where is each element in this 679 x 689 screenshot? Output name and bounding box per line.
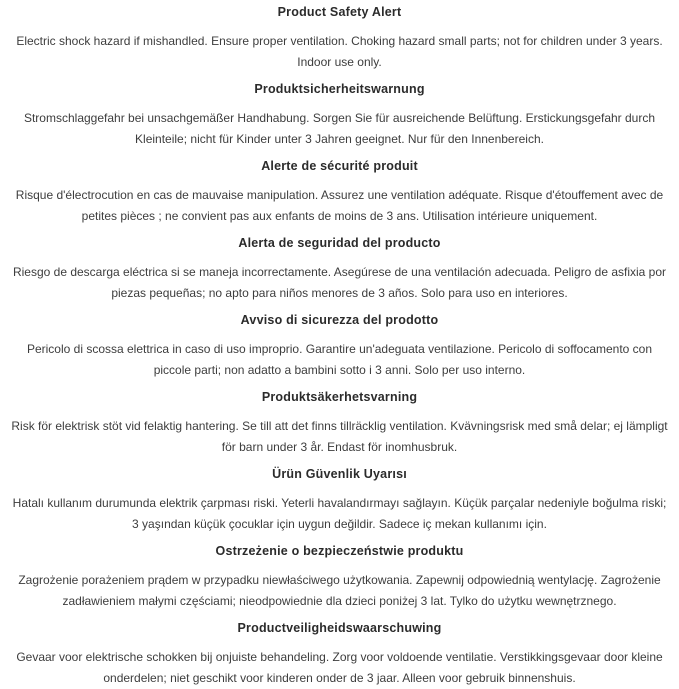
safety-notice-section	[8, 310, 671, 381]
safety-notice-section	[8, 541, 671, 612]
safety-notice-section	[8, 2, 671, 73]
safety-notice-text: Risk för elektrisk stöt vid felaktig hantering. Se till att det finns tillräcklig ventilation. Kvävningsrisk med små delar; ej lämpligt för barn under 3 år. Endast för inomhusbruk.	[11, 419, 668, 454]
safety-notice-heading: Alerta de seguridad del producto	[238, 236, 441, 250]
safety-notice-section	[8, 233, 671, 304]
safety-notice-text: Hatalı kullanım durumunda elektrik çarpması riski. Yeterli havalandırmayı sağlayın. Küçük parçalar nedeniyle boğulma riski; 3 yaşından küçük çocuklar için uygun değildir. Sadece iç mekan kullanımı için.	[12, 496, 667, 531]
safety-notice-text: Risque d'électrocution en cas de mauvaise manipulation. Assurez une ventilation adéquate. Risque d'étouffement avec de petites pièces ; ne convient pas aux enfants de moins de 3 ans. Utilisation intérieure uniquement.	[15, 188, 664, 223]
safety-notice-section	[8, 387, 671, 458]
safety-notice-heading: Avviso di sicurezza del prodotto	[240, 313, 439, 327]
safety-notice-text: Gevaar voor elektrische schokken bij onjuiste behandeling. Zorg voor voldoende ventilatie. Verstikkingsgevaar door kleine onderdelen; niet geschikt voor kinderen onder de 3 jaar. Alleen voor gebruik binnenshuis.	[16, 650, 663, 685]
safety-notice-heading: Alerte de sécurité produit	[261, 159, 418, 173]
safety-notice-text: Riesgo de descarga eléctrica si se maneja incorrectamente. Asegúrese de una ventilación adecuada. Peligro de asfixia por piezas pequeñas; no apto para niños menores de 3 años. Solo para uso en interiores.	[12, 265, 667, 300]
safety-notice-section	[8, 79, 671, 150]
safety-notice-heading: Product Safety Alert	[277, 5, 402, 19]
safety-notice-section	[8, 464, 671, 535]
safety-notice-heading: Produktsicherheitswarnung	[254, 82, 425, 96]
safety-notice-heading: Ostrzeżenie o bezpieczeństwie produktu	[215, 544, 464, 558]
safety-notice-section	[8, 156, 671, 227]
safety-notice-text: Pericolo di scossa elettrica in caso di uso improprio. Garantire un'adeguata ventilazione. Pericolo di soffocamento con piccole parti; non adatto a bambini sotto i 3 anni. Solo per uso interno.	[26, 342, 653, 377]
safety-notice-text: Stromschlaggefahr bei unsachgemäßer Handhabung. Sorgen Sie für ausreichende Belüftung. Erstickungsgefahr durch Kleinteile; nicht für Kinder unter 3 Jahren geeignet. Nur für den Innenbereich.	[23, 111, 656, 146]
safety-notice-text: Electric shock hazard if mishandled. Ensure proper ventilation. Choking hazard small parts; not for children under 3 years. Indoor use only.	[16, 34, 663, 69]
safety-notice-text: Zagrożenie porażeniem prądem w przypadku niewłaściwego użytkowania. Zapewnij odpowiednią wentylację. Zagrożenie zadławieniem małymi częściami; nieodpowiednie dla dzieci poniżej 3 lat. Tylko do użytku wewnętrznego.	[18, 573, 661, 608]
safety-notice-heading: Produktsäkerhetsvarning	[261, 390, 418, 404]
safety-notice-heading: Ürün Güvenlik Uyarısı	[272, 467, 407, 481]
safety-notice-section	[8, 618, 671, 689]
safety-notice-heading: Productveiligheidswaarschuwing	[237, 621, 442, 635]
